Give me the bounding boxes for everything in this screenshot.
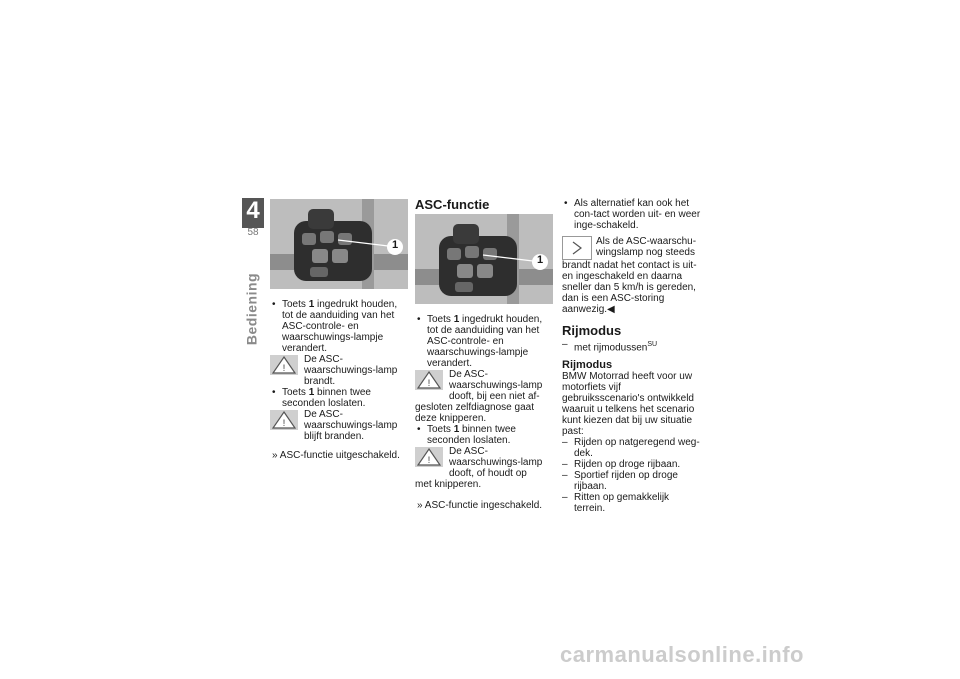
info-note: Als de ASC-waarschu-wingslamp nog steeds	[562, 236, 702, 260]
callout-1: 1	[536, 254, 544, 266]
handlebar-switch-photo	[270, 199, 408, 289]
col3-text	[562, 198, 702, 514]
arrow-note-icon	[562, 236, 592, 260]
instruction-2: • Toets 1 binnen twee seconden loslaten.	[272, 387, 371, 409]
warning-icon	[270, 410, 298, 430]
mode-item: – Rijden op natgeregend weg-dek.	[562, 437, 700, 460]
alternative-bullet: • Als alternatief kan ook het con-tact worden uit- en weer inge-schakeld.	[564, 198, 701, 231]
handlebar-switch-photo	[415, 214, 553, 304]
section-heading: ASC-functie	[415, 197, 490, 212]
warning-note-1: ! De ASC-waarschuwings-lamp dooft, bij een niet af-	[415, 369, 555, 402]
page-number: 58	[247, 227, 259, 238]
instruction-1: • Toets 1 ingedrukt houden, tot de aanduiding van het ASC-controle- en waarschuwings-lampje verandert.	[417, 314, 543, 369]
warning-note-2-cont: met knipperen.	[415, 479, 482, 490]
info-note-cont: brandt nadat het contact is uit- en ingeschakeld en daarna sneller dan 5 km/h is gereden, dan is een ASC-storing aanwezig.◀	[562, 260, 697, 315]
warning-icon	[270, 355, 298, 375]
warning-icon	[415, 370, 443, 390]
watermark: carmanualsonline.info	[560, 642, 804, 667]
svg-text:!: !	[427, 455, 431, 465]
warning-note-1-cont: gesloten zelfdiagnose gaat deze knipperen.	[415, 402, 534, 424]
warning-icon	[415, 447, 443, 467]
instruction-1: • Toets 1 ingedrukt houden, tot de aanduiding van het ASC-controle- en waarschuwings-lampje verandert.	[272, 299, 398, 354]
section-label: Bediening	[243, 272, 260, 346]
col1-text	[270, 299, 410, 461]
result-line: » ASC-functie ingeschakeld.	[417, 500, 543, 511]
callout-1: 1	[391, 239, 399, 251]
instruction-2: • Toets 1 binnen twee seconden loslaten.	[417, 424, 516, 446]
col2-text	[415, 314, 555, 511]
warning-note-2: ! De ASC-waarschuwings-lamp dooft, of houdt op	[415, 446, 555, 479]
svg-text:!: !	[427, 378, 431, 388]
svg-text:!: !	[282, 363, 286, 373]
mode-item: – Rijden op droge rijbaan.	[562, 459, 681, 471]
mode-item: – Sportief rijden op droge rijbaan.	[562, 470, 678, 493]
mode-item: – Ritten op gemakkelijk terrein.	[562, 492, 670, 515]
svg-text:!: !	[282, 418, 286, 428]
warning-note-2: ! De ASC-waarschuwings-lamp blijft branden.	[270, 409, 410, 442]
result-line: » ASC-functie uitgeschakeld.	[272, 450, 400, 461]
option-line: – met rijmodussen$^{SU}$	[562, 339, 658, 354]
warning-note-1: ! De ASC-waarschuwings-lamp brandt.	[270, 354, 410, 387]
subheading-rijmodus: Rijmodus	[562, 359, 613, 372]
end-mark-icon: ◀	[607, 304, 615, 315]
intro-paragraph: BMW Motorrad heeft voor uw motorfiets vijf gebruiksscenario's ontwikkeld waaruit u telkens het scenario kunt kiezen dat bij uw situatie past:	[562, 371, 695, 438]
chapter-number: 4	[246, 197, 260, 224]
heading-rijmodus: Rijmodus	[562, 323, 622, 338]
